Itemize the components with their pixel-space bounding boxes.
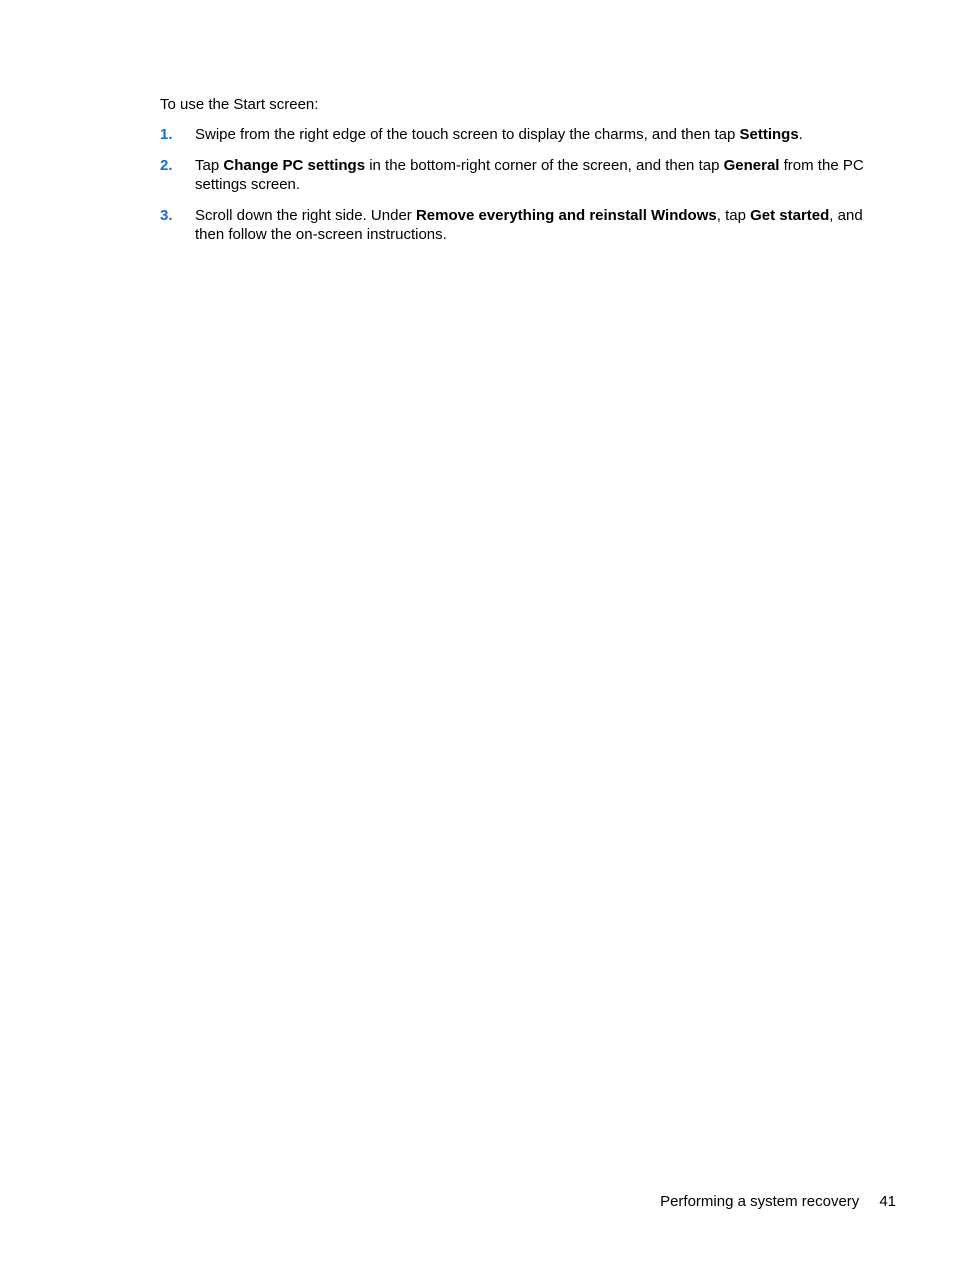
intro-text: To use the Start screen: — [160, 96, 319, 113]
footer-section-title: Performing a system recovery — [660, 1193, 860, 1210]
step-number: 1. — [160, 126, 173, 143]
ui-term-get-started: Get started — [750, 207, 830, 224]
step-text-part: . — [798, 126, 803, 143]
step-text-part: Scroll down the right side. Under — [195, 207, 416, 224]
step-item — [160, 206, 885, 244]
ui-term-remove-everything: Remove everything and reinstall Windows — [415, 207, 717, 224]
step-text — [195, 207, 863, 243]
step-number: 2. — [160, 157, 173, 174]
step-text-part: Swipe from the right edge of the touch screen to display the charms, and then tap — [195, 126, 740, 143]
page-number: 41 — [879, 1193, 896, 1210]
ui-term-change-pc-settings: Change PC settings — [223, 157, 366, 174]
step-text-part: from the PC settings screen. — [195, 157, 864, 193]
step-text-part: , and then follow the on-screen instructions. — [195, 207, 863, 243]
step-text-part: in the bottom-right corner of the screen, and then tap — [365, 157, 724, 174]
step-text-part: , tap — [716, 207, 751, 224]
ui-term-general: General — [723, 157, 780, 174]
step-item — [160, 156, 885, 194]
ui-term-settings: Settings — [739, 126, 799, 143]
step-item — [160, 125, 885, 144]
step-number: 3. — [160, 207, 173, 224]
step-text — [195, 157, 864, 193]
instruction-steps — [160, 125, 885, 256]
step-text — [195, 126, 803, 143]
step-text-part: Tap — [195, 157, 224, 174]
page-footer — [660, 1192, 896, 1211]
